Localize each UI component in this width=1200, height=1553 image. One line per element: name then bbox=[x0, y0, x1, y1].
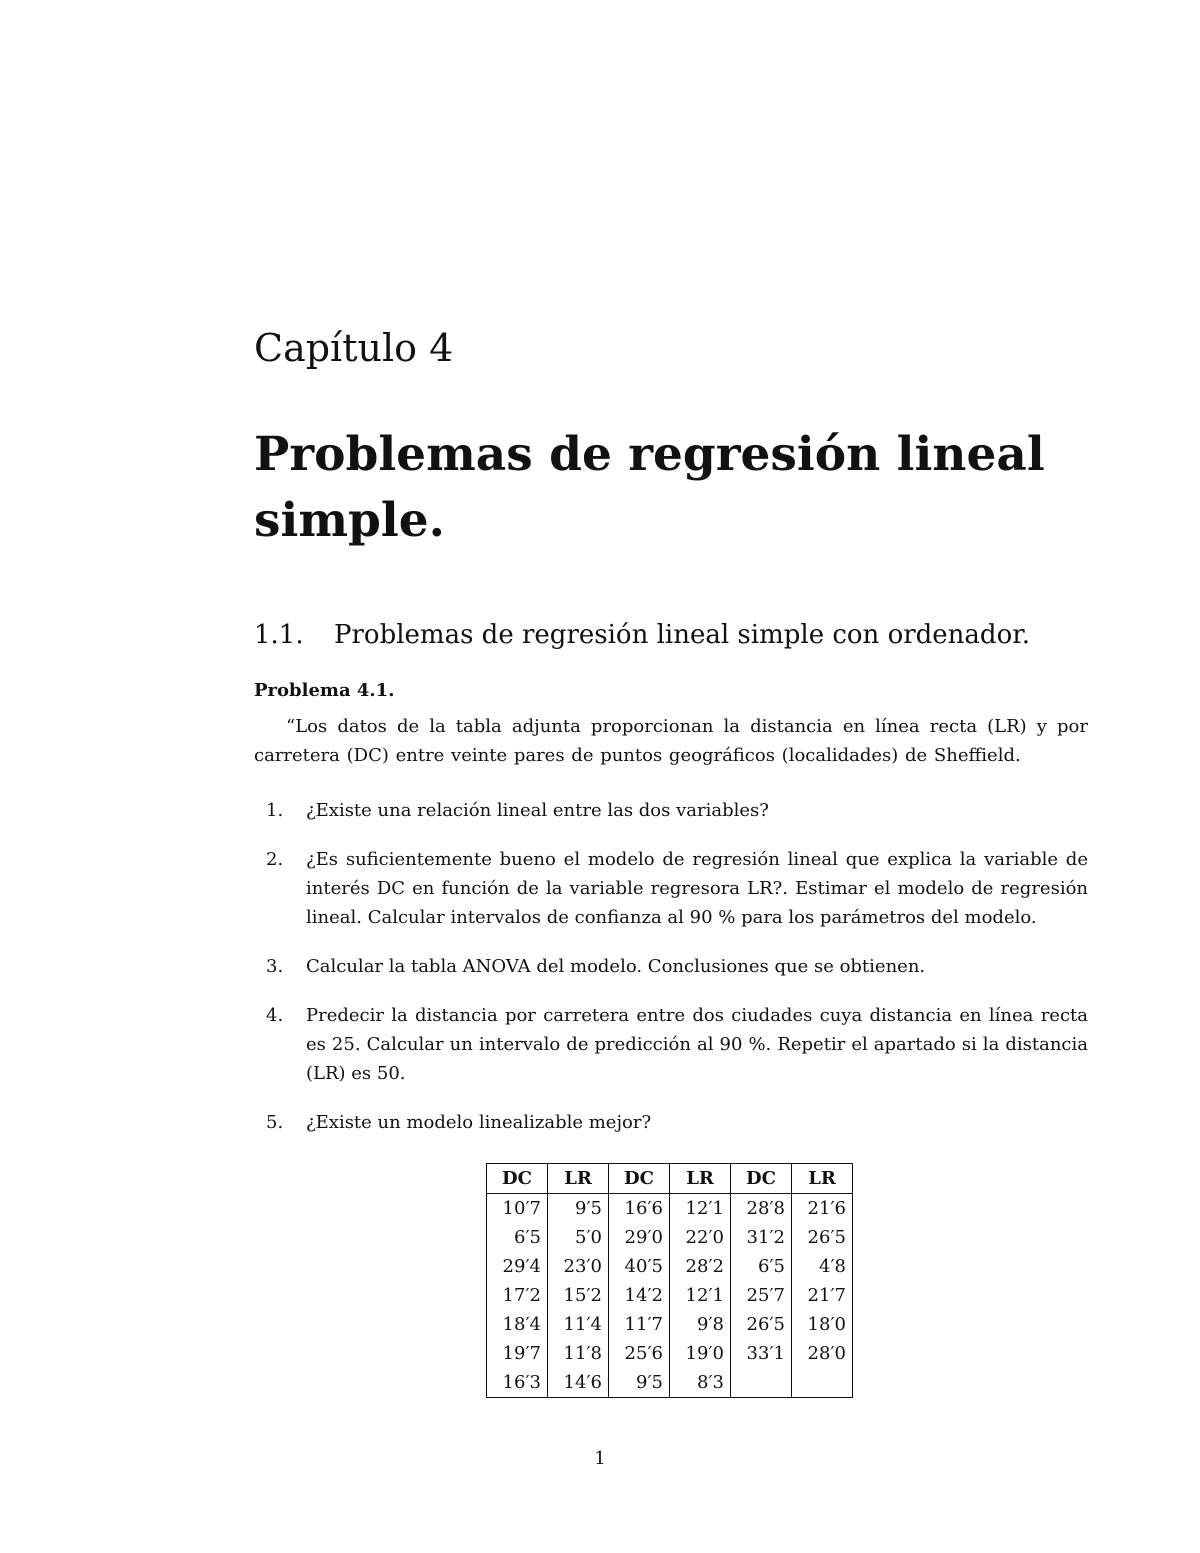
column-header: LR bbox=[792, 1164, 853, 1194]
table-cell: 28′8 bbox=[731, 1194, 792, 1224]
table-cell: 14′2 bbox=[609, 1281, 670, 1310]
table-cell: 11′4 bbox=[548, 1310, 609, 1339]
table-cell: 11′7 bbox=[609, 1310, 670, 1339]
list-item bbox=[254, 1108, 1088, 1137]
question-number: 2. bbox=[266, 849, 284, 870]
problem-intro: “Los datos de la tabla adjunta proporcionan la distancia en línea recta (LR) y por carretera (DC) entre veinte pares de puntos geográficos (localidades) de Sheffield. bbox=[254, 716, 1088, 766]
table-row bbox=[487, 1223, 853, 1252]
question-text: ¿Existe un modelo linealizable mejor? bbox=[306, 1112, 652, 1133]
table-cell: 16′3 bbox=[487, 1368, 548, 1398]
table-cell: 26′5 bbox=[731, 1310, 792, 1339]
table-cell: 15′2 bbox=[548, 1281, 609, 1310]
problem-title: Problema 4.1. bbox=[254, 680, 395, 701]
table-cell: 17′2 bbox=[487, 1281, 548, 1310]
table-cell bbox=[731, 1368, 792, 1398]
list-item bbox=[254, 1001, 1088, 1088]
list-item bbox=[254, 952, 1088, 981]
question-list bbox=[254, 796, 1088, 1157]
table-cell: 18′0 bbox=[792, 1310, 853, 1339]
table-cell: 5′0 bbox=[548, 1223, 609, 1252]
table-cell: 29′0 bbox=[609, 1223, 670, 1252]
table-cell: 22′0 bbox=[670, 1223, 731, 1252]
table-cell: 9′8 bbox=[670, 1310, 731, 1339]
table-cell: 19′7 bbox=[487, 1339, 548, 1368]
chapter-title: Problemas de regresión lineal simple. bbox=[254, 427, 1045, 548]
table-cell: 11′8 bbox=[548, 1339, 609, 1368]
section-number: 1.1. bbox=[254, 620, 304, 650]
table-cell: 4′8 bbox=[792, 1252, 853, 1281]
table-cell: 6′5 bbox=[487, 1223, 548, 1252]
question-text: ¿Es suficientemente bueno el modelo de regresión lineal que explica la variable de interés DC en función de la variable regresora LR?. Estimar el modelo de regresión lineal. Calcular intervalos de confianza al 90 % para los parámetros del modelo. bbox=[306, 849, 1088, 928]
table-cell: 12′1 bbox=[670, 1281, 731, 1310]
list-item bbox=[254, 845, 1088, 932]
table-cell: 23′0 bbox=[548, 1252, 609, 1281]
table-cell: 21′6 bbox=[792, 1194, 853, 1224]
section-title: Problemas de regresión lineal simple con ordenador. bbox=[334, 620, 1031, 650]
question-number: 3. bbox=[266, 956, 284, 977]
table-header-row bbox=[487, 1164, 853, 1194]
table-cell: 25′6 bbox=[609, 1339, 670, 1368]
table-row bbox=[487, 1339, 853, 1368]
column-header: DC bbox=[487, 1164, 548, 1194]
table-row bbox=[487, 1368, 853, 1398]
table-cell: 26′5 bbox=[792, 1223, 853, 1252]
section-heading bbox=[254, 620, 1134, 651]
table-cell: 28′2 bbox=[670, 1252, 731, 1281]
table-cell: 10′7 bbox=[487, 1194, 548, 1224]
question-number: 4. bbox=[266, 1005, 284, 1026]
table-cell bbox=[792, 1368, 853, 1398]
question-number: 5. bbox=[266, 1112, 284, 1133]
table-cell: 14′6 bbox=[548, 1368, 609, 1398]
question-text: Predecir la distancia por carretera entre dos ciudades cuya distancia en línea recta es 25. Calcular un intervalo de predicción al 90 %. Repetir el apartado si la distancia (LR) es 50. bbox=[306, 1005, 1088, 1084]
table-cell: 33′1 bbox=[731, 1339, 792, 1368]
table-cell: 18′4 bbox=[487, 1310, 548, 1339]
table-row bbox=[487, 1194, 853, 1224]
table-row bbox=[487, 1252, 853, 1281]
table-cell: 19′0 bbox=[670, 1339, 731, 1368]
column-header: DC bbox=[609, 1164, 670, 1194]
chapter-label: Capítulo 4 bbox=[254, 326, 454, 370]
table-cell: 12′1 bbox=[670, 1194, 731, 1224]
table-cell: 8′3 bbox=[670, 1368, 731, 1398]
column-header: DC bbox=[731, 1164, 792, 1194]
table-cell: 16′6 bbox=[609, 1194, 670, 1224]
table-cell: 9′5 bbox=[548, 1194, 609, 1224]
table-cell: 40′5 bbox=[609, 1252, 670, 1281]
table-cell: 9′5 bbox=[609, 1368, 670, 1398]
table-cell: 29′4 bbox=[487, 1252, 548, 1281]
table-cell: 21′7 bbox=[792, 1281, 853, 1310]
table-cell: 25′7 bbox=[731, 1281, 792, 1310]
table-row bbox=[487, 1281, 853, 1310]
table-row bbox=[487, 1310, 853, 1339]
question-text: ¿Existe una relación lineal entre las dos variables? bbox=[306, 800, 769, 821]
list-item bbox=[254, 796, 1088, 825]
page-number: 1 bbox=[594, 1448, 606, 1469]
question-number: 1. bbox=[266, 800, 284, 821]
column-header: LR bbox=[548, 1164, 609, 1194]
question-text: Calcular la tabla ANOVA del modelo. Conclusiones que se obtienen. bbox=[306, 956, 926, 977]
table-cell: 6′5 bbox=[731, 1252, 792, 1281]
table-cell: 28′0 bbox=[792, 1339, 853, 1368]
column-header: LR bbox=[670, 1164, 731, 1194]
data-table bbox=[486, 1163, 853, 1398]
table-cell: 31′2 bbox=[731, 1223, 792, 1252]
